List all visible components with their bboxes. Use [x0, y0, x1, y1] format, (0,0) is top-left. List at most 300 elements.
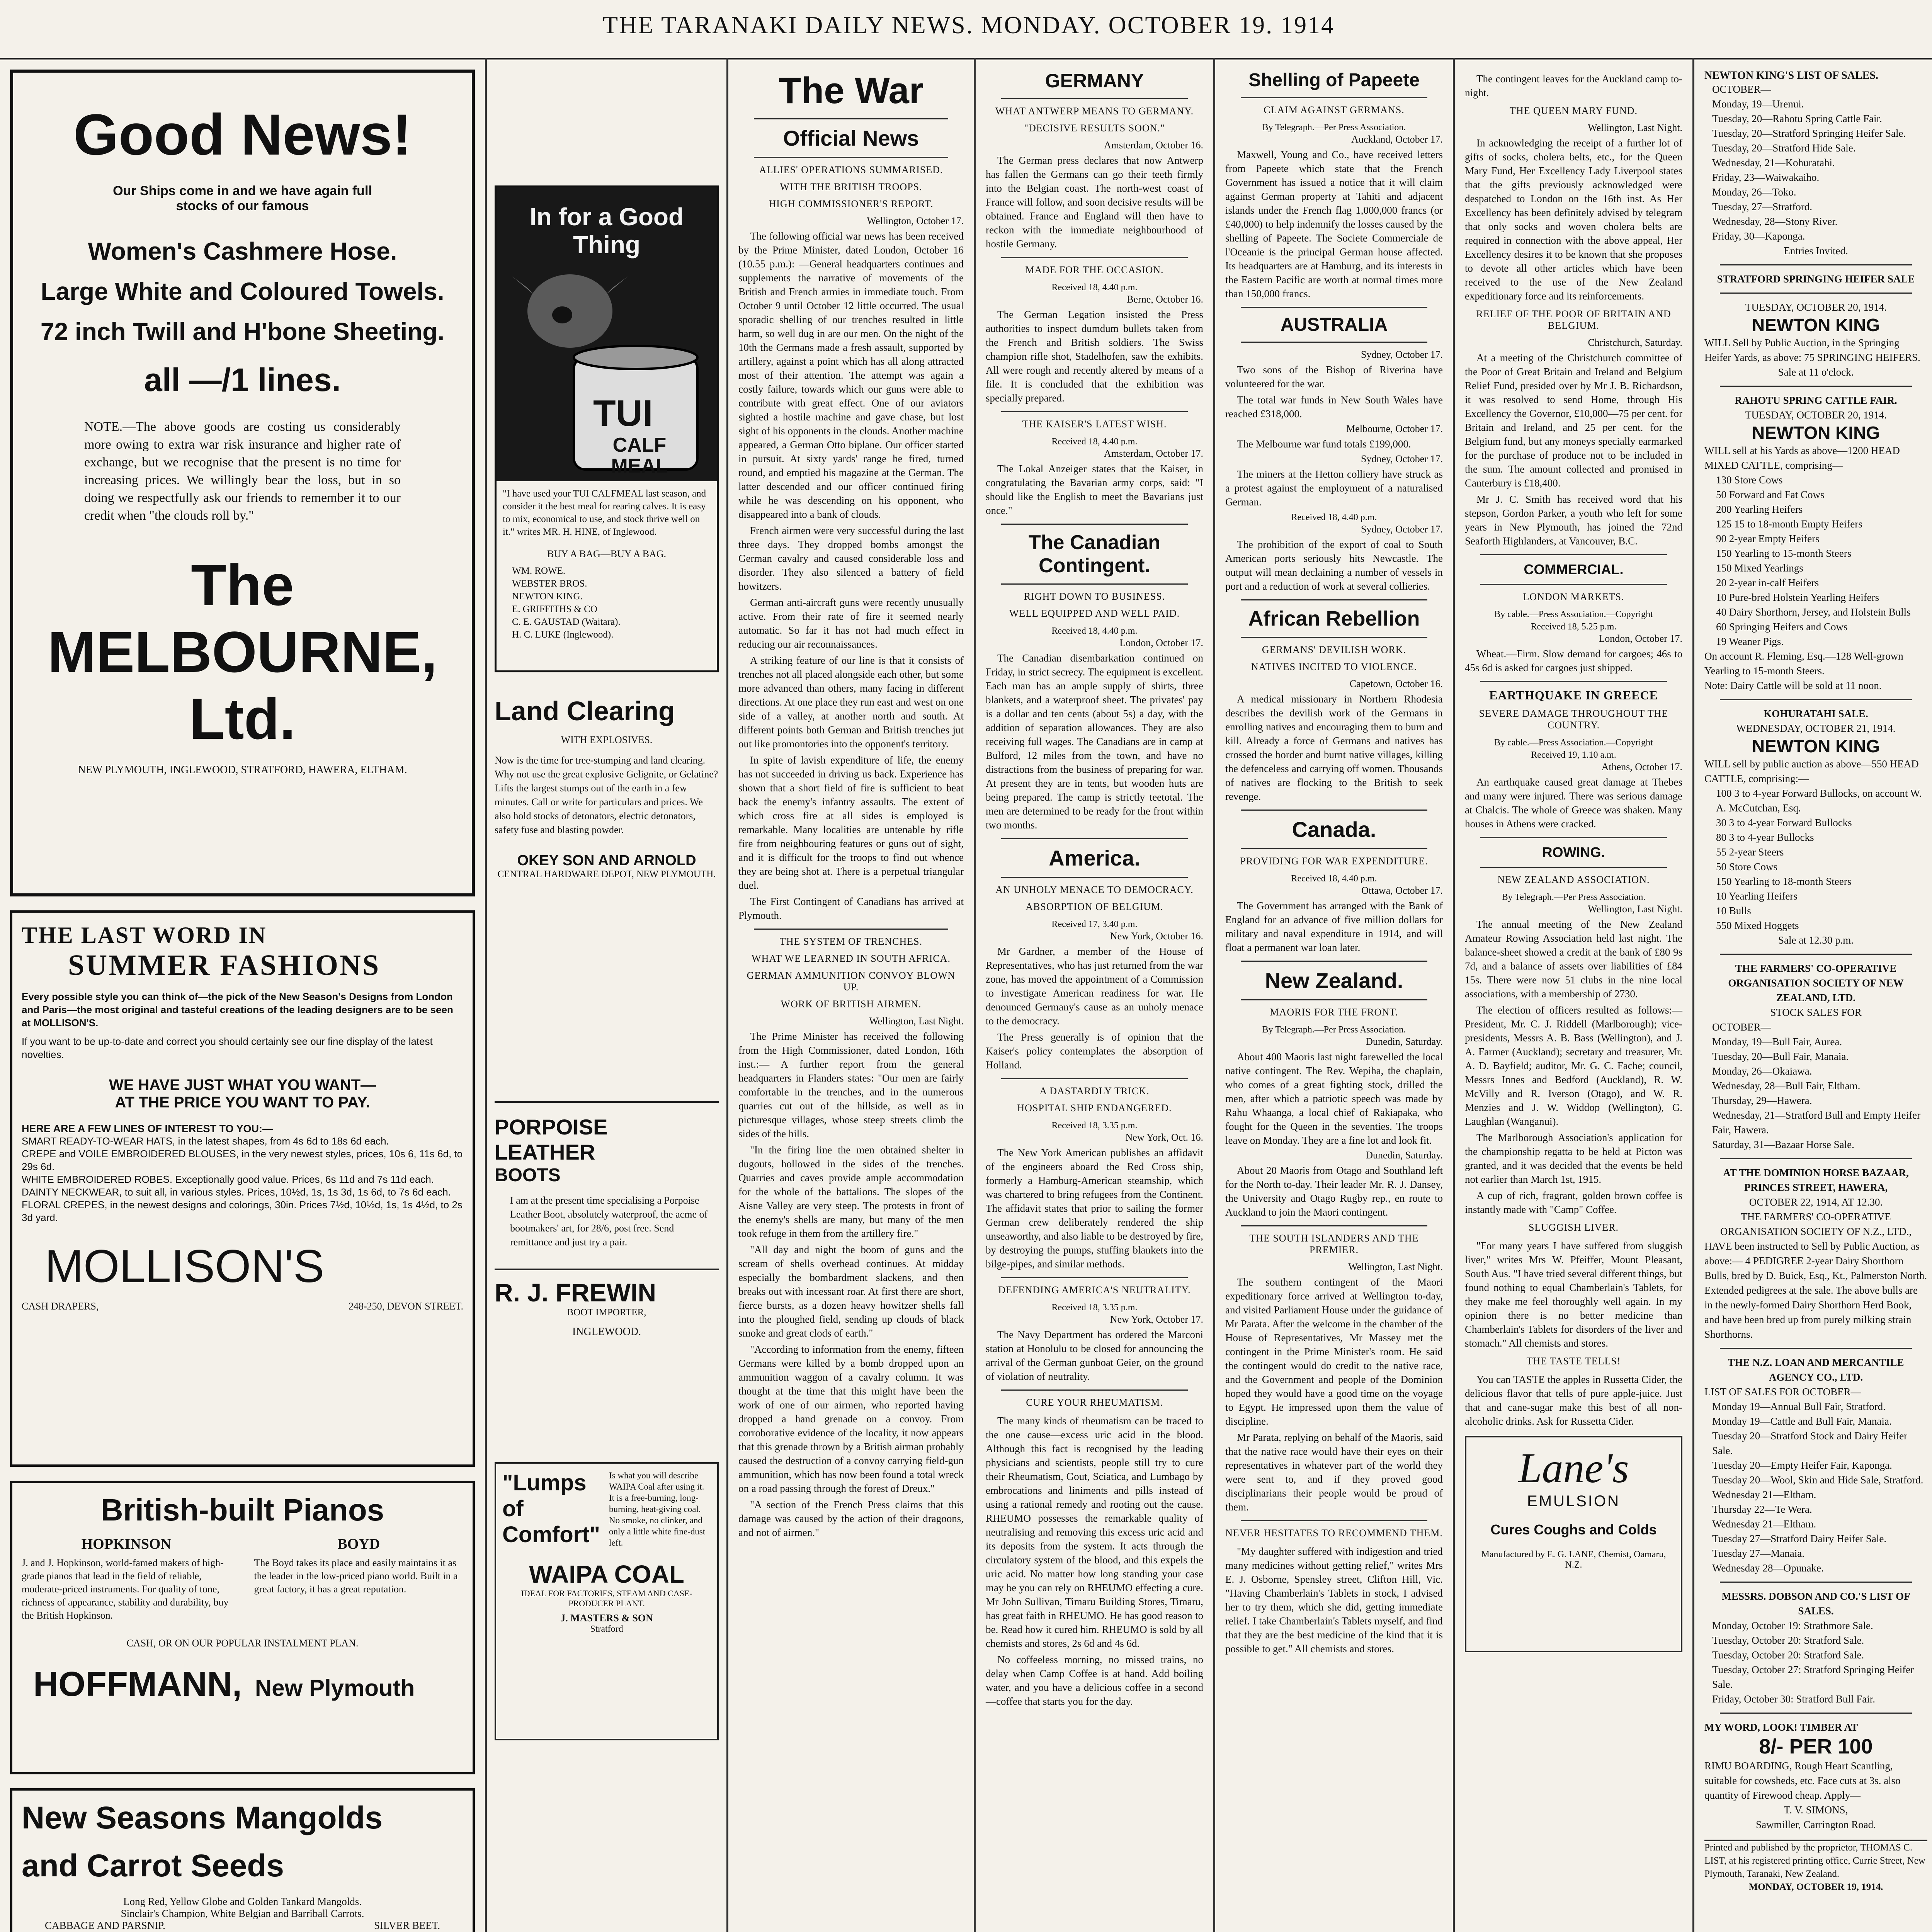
ad-heading: SUMMER FASHIONS	[68, 949, 381, 981]
frewin-ad	[495, 1101, 719, 1462]
headline: EARTHQUAKE IN GREECE	[1489, 688, 1658, 702]
ad-text: SILVER BEET.	[374, 1920, 440, 1931]
headline: THE N.Z. LOAN AND MERCANTILE AGENCY CO., LTD.	[1728, 1357, 1904, 1383]
ad-list-item: CREPE and VOILE EMBROIDERED BLOUSES, in the very newest styles, prices, 10s 6, 11s 6d, to 29s 6d.	[22, 1148, 463, 1172]
ad-heading: New Seasons Mangolds	[22, 1800, 383, 1835]
tui-brand-sub: CALF MEAL	[611, 434, 668, 477]
dateline: Wellington, October 17.	[867, 215, 964, 226]
list-item: Monday 19—Cattle and Bull Fair, Manaia.	[1712, 1415, 1892, 1427]
headline: NEWTON KING'S LIST OF SALES.	[1704, 70, 1878, 82]
ad-company: HOFFMANN,	[33, 1665, 242, 1704]
agent: C. E. GAUSTAD (Waitara).	[512, 617, 621, 627]
list-item: 80 3 to 4-year Bullocks	[1716, 832, 1814, 843]
headline: SEVERE DAMAGE THROUGHOUT THE COUNTRY.	[1479, 708, 1668, 731]
luke-ad	[10, 1788, 475, 1932]
list-item: Friday, 30—Kaponga.	[1712, 230, 1805, 242]
received: Received 18, 4.40 p.m.	[1051, 437, 1138, 447]
ad-heading: Good News!	[73, 102, 412, 167]
list-item: Wednesday, 21—Stratford Bull and Empty Heifer Fair, Hawera.	[1712, 1109, 1920, 1136]
ad-heading: British-built Pianos	[100, 1493, 384, 1527]
paragraph: "My daughter suffered with indigestion and tried many medicines without getting relief," writes Mrs E. J. Osborne, Spensley street, Clifton Hill, Vic. "Having Chamberlain's Tablets in stock, I advised her to try them, which she did, getting immediate relief. I take Chamberlain's Tablets myself, and find that they are the best medicine of the kind that it is possible to get." All chemists and stores.	[1225, 1546, 1443, 1655]
byline: By cable.—Press Association.—Copyright	[1494, 738, 1653, 748]
headline: A DASTARDLY TRICK.	[1039, 1085, 1150, 1097]
dateline: Sydney, October 17.	[1361, 453, 1443, 464]
agent: NEWTON KING.	[512, 591, 583, 602]
section-subtitle: Official News	[783, 126, 919, 150]
paragraph: You can TASTE the apples in Russetta Cider, the delicious flavor that tells of pure apple-juice. Just that and cane-sugar make this best of all non-alcoholic drinks. Ask for Russetta Cider.	[1465, 1374, 1682, 1427]
received: Received 18, 4.40 p.m.	[1051, 282, 1138, 293]
headline: WHAT ANTWERP MEANS TO GERMANY.	[995, 105, 1194, 117]
section-title: AUSTRALIA	[1280, 315, 1388, 335]
auctioneer: NEWTON KING	[1752, 315, 1880, 335]
ad-towns: NEW PLYMOUTH, INGLEWOOD, STRATFORD, HAWERA, ELTHAM.	[78, 764, 407, 776]
paragraph: The New York American publishes an affidavit of the engineers aboard the Red Cross ship, formerly a Hamburg-American steamship, which was chartered to bring refugees from the Continent. The affidavit states that prior to sailing the former German crew deliberately rendered the ship unseaworthy, and also liable to be destroyed by fire, by destroying the pumps, stuffing blankets into the bilge-pipes, and similar methods.	[986, 1147, 1203, 1270]
paragraph: A cup of rich, fragrant, golden brown coffee is instantly made with "Camp" Coffee.	[1465, 1190, 1682, 1215]
dateline: Auckland, October 17.	[1351, 134, 1443, 145]
section-title: COMMERCIAL.	[1524, 561, 1624, 577]
ad-list-item: WHITE EMBROIDERED ROBES. Exceptionally good value. Prices, 6s 11d and 7s 11d each.	[22, 1173, 434, 1185]
date: WEDNESDAY, OCTOBER 21, 1914.	[1736, 723, 1896, 734]
dateline: Berne, October 16.	[1127, 294, 1203, 305]
headline: NEW ZEALAND ASSOCIATION.	[1497, 874, 1650, 885]
headline: MY WORD, LOOK! TIMBER AT	[1704, 1721, 1858, 1733]
list-item: Tuesday, October 20: Stratford Sale.	[1712, 1634, 1864, 1646]
ad-text: I am at the present time specialising a Porpoise Leather Boot, absolutely waterproof, the acme of bootmakers' art, for 28/6, post free. Send remittance and just try a pair.	[510, 1195, 708, 1248]
text: Note: Dairy Cattle will be sold at 11 noon.	[1704, 680, 1882, 691]
ad-line: 72 inch Twill and H'bone Sheeting.	[40, 318, 445, 345]
section-title: African Rebellion	[1248, 607, 1420, 630]
ads-column	[0, 58, 726, 1932]
ad-list-item: DAINTY NECKWEAR, to suit all, in various styles. Prices, 10½d, 1s, 1s 3d, 1s 6d, to 7s 6d each.	[22, 1186, 451, 1198]
headline: THE SOUTH ISLANDERS AND THE PREMIER.	[1249, 1233, 1419, 1255]
ad-town: New Plymouth	[255, 1675, 415, 1701]
ad-text: If you want to be up-to-date and correct you should certainly see our fine display of the latest novelties.	[22, 1036, 433, 1060]
list-item: Friday, October 30: Stratford Bull Fair.	[1712, 1693, 1875, 1705]
dateline: Amsterdam, October 16.	[1104, 139, 1203, 151]
text: HAVE been instructed to Sell by Public Auction, as above:— 4 PEDIGREE 2-year Dairy Shorthorn Bulls, bred by D. Buick, Esq., Kt., Palmerston North. Extended pedigrees at the sale. The above bulls are in the newly-formed Dairy Shorthorn Herd Book, and have been bred up from purely milking strain Shorthorns.	[1704, 1240, 1927, 1340]
headline: ALLIES' OPERATIONS SUMMARISED.	[759, 164, 943, 175]
section-title: Shelling of Papeete	[1248, 70, 1420, 90]
ad-sub: IDEAL FOR FACTORIES, STEAM AND CASE-PRODUCER PLANT.	[521, 1588, 692, 1608]
melbourne-ad	[10, 70, 475, 896]
dateline: Amsterdam, October 17.	[1104, 448, 1203, 459]
ad-heading: and Carrot Seeds	[22, 1848, 284, 1883]
ad-subhead: WITH EXPLOSIVES.	[561, 734, 653, 745]
date: TUESDAY, OCTOBER 20, 1914.	[1745, 301, 1887, 313]
germany-column	[974, 58, 1213, 1932]
paragraph: The Government has arranged with the Bank of England for an advance of five million dollars for military and naval expenditure in 1914, and will float a permanent war loan later.	[1225, 900, 1443, 953]
headline: KOHURATAHI SALE.	[1764, 708, 1868, 719]
headline: WITH THE BRITISH TROOPS.	[780, 181, 922, 192]
paragraph: The many kinds of rheumatism can be traced to the one cause—excess uric acid in the blood. Although this fact is recognised by the leading physicians and scientists, people still try to cure their Rheumatism, Gout, Sciatica, and Lumbago by embrocations and liniments and pills instead of using a rational remedy and rooting out the cause. RHEUMO possesses the remarkable quality of neutralising and removing this excess uric acid and its deposits from the system. It acts through the circulatory system of the blood, and this expels the uric acid. No matter how long standing your case may be you can rely on RHEUMO effecting a cure. Mr John Sullivan, Timaru Building Stores, Timaru, has great faith in RHEUMO. He has good reason to be. Read how it cured him. RHEUMO is sold by all chemists and stores, 2s 6d and 4s 6d.	[986, 1415, 1203, 1649]
text: Entries Invited.	[1784, 245, 1848, 257]
paragraph: "In the firing line the men obtained shelter in dugouts, hollowed in the sides of the trenches. Quarries and caves provide ample accommodation for the whole of the battalions. The slopes of the Aisne Valley are very steep. The protests in front of the enemy's shells are many, but many of the men took refuge in them from the artillery fire."	[738, 1144, 964, 1239]
list-item: 30 3 to 4-year Forward Bullocks	[1716, 817, 1852, 828]
list-item: Wednesday 28—Opunake.	[1712, 1562, 1824, 1574]
list-item: OCTOBER—	[1712, 83, 1771, 95]
headline: HOSPITAL SHIP ENDANGERED.	[1017, 1102, 1172, 1114]
ads-right	[487, 58, 726, 1932]
paragraph: French airmen were very successful during the last three days. They dropped bombs amongst the German cavalry and caused considerable loss and disorder. They also silenced a battery of field howitzers.	[738, 525, 964, 592]
list-item: Wednesday 21—Eltham.	[1712, 1489, 1816, 1500]
list-item: Saturday, 31—Bazaar Horse Sale.	[1712, 1139, 1854, 1150]
list-item: 40 Dairy Shorthorn, Jersey, and Holstein Bulls	[1716, 606, 1911, 618]
ad-heading: In for a Good Thing	[529, 203, 684, 259]
ad-sub: BOOT IMPORTER,	[567, 1307, 646, 1318]
received: Received 18, 4.40 p.m.	[1051, 626, 1138, 636]
section-title: Canada.	[1292, 817, 1376, 842]
paragraph: "According to information from the enemy, fifteen Germans were killed by a bomb dropped upon an ammunition waggon of a cavalry column. It was thought at the time that this might have been the work of one of our airmen, who reported having dropped a hand grenade on a convoy. From corroborative evidence of the locality, it now appears that this grenade thrown by a British airman probably caused the destruction of a convoy carrying field-gun ammunition, which has now been found a total wreck on a road passing through the forest of Dreux."	[738, 1344, 964, 1494]
ad-text: CASH, OR ON OUR POPULAR INSTALMENT PLAN.	[126, 1638, 359, 1649]
headline: RAHOTU SPRING CATTLE FAIR.	[1735, 395, 1897, 406]
paragraph: The German Legation insisted the Press authorities to inspect dumdum bullets taken from the French and British soldiers. The Swiss champion rifle shot, Stadelhofen, saw the exhibits. All were rough and recently altered by means of a file. It is concluded that the exhibition was specially prepared.	[986, 309, 1203, 404]
paragraph: The German press declares that now Antwerp has fallen the Germans can go their teeth firmly into the Belgian coast. The north-west coast of France will follow, and soon decisive results will be obtained. France and England will then have to reckon with the immediate neighbourhood of hostile Germany.	[986, 155, 1203, 250]
paragraph: The miners at the Hetton colliery have struck as a protest against the employment of a naturalised German.	[1225, 468, 1443, 508]
list-item: Tuesday 20—Wool, Skin and Hide Sale, Stratford.	[1712, 1474, 1923, 1486]
byline: By Telegraph.—Per Press Association.	[1502, 892, 1646, 902]
list-item: Wednesday, 21—Kohuratahi.	[1712, 157, 1835, 168]
dateline: Melbourne, October 17.	[1346, 423, 1443, 434]
dateline: New York, October 17.	[1110, 1314, 1203, 1325]
tui-banner	[497, 187, 717, 481]
ad-list-head: HERE ARE A FEW LINES OF INTEREST TO YOU:—	[22, 1123, 273, 1134]
headline: WORK OF BRITISH AIRMEN.	[781, 998, 922, 1010]
ad-heading: Land Clearing	[495, 696, 675, 726]
paragraph: The Navy Department has ordered the Marconi station at Honolulu to be closed for announcing the arrival of the German gunboat Geier, on the ground of violation of neutrality.	[986, 1329, 1203, 1382]
received: Received 19, 1.10 a.m.	[1531, 750, 1616, 760]
ad-subhead: EMULSION	[1527, 1493, 1620, 1510]
headline: HIGH COMMISSIONER'S REPORT.	[769, 198, 934, 209]
paragraph: The annual meeting of the New Zealand Amateur Rowing Association held last night. The balance-sheet showed a credit at the bank of £80 9s 7d, and a balance of assets over liabilities of £84 15s. There were now 51 clubs in the nine local associations, with a membership of 2730.	[1465, 918, 1682, 1000]
list-item: 550 Mixed Hoggets	[1716, 920, 1799, 931]
headline: THE TASTE TELLS!	[1526, 1355, 1621, 1367]
land-ad	[495, 696, 719, 1101]
agent: WEBSTER BROS.	[512, 578, 587, 589]
headline: "DECISIVE RESULTS SOON."	[1024, 122, 1165, 134]
ad-footer-right: 248-250, DEVON STREET.	[348, 1301, 463, 1312]
paragraph: The total war funds in New South Wales have reached £318,000.	[1225, 394, 1443, 420]
dateline: Christchurch, Saturday.	[1588, 337, 1682, 348]
list-item: Thursday, 29—Hawera.	[1712, 1095, 1812, 1106]
received: Received 17, 3.40 p.m.	[1051, 919, 1138, 929]
ad-text: Sinclair's Champion, White Belgian and Barriball Carrots.	[121, 1908, 364, 1919]
ad-company: The MELBOURNE, Ltd.	[48, 553, 437, 751]
ad-company: MOLLISON'S	[45, 1240, 325, 1292]
list-item: Monday, 19—Urenui.	[1712, 98, 1804, 110]
list-item: 55 2-year Steers	[1716, 846, 1784, 858]
list-item: Tuesday, 27—Stratford.	[1712, 201, 1812, 213]
list-item: 125 15 to 18-month Empty Heifers	[1716, 518, 1862, 530]
list-item: Tuesday 27—Manaia.	[1712, 1548, 1804, 1559]
ad-quote: "I have used your TUI CALFMEAL last season, and consider it the best meal for rearing calves. It is easy to mix, economical to use, and stock thrive well on it." writes MR. H. HINE, of Inglewood.	[503, 488, 706, 537]
paragraph: About 400 Maoris last night farewelled the local native contingent. The Rev. Wepiha, the chaplain, who comes of a great fighting stock, drilled the men, after which a patriotic speech was made by Rahu Whaanga, a local chief of Rakiapaka, who fought for the Queen in the seventies. The troops leave on Monday. They are a fine lot and look fit.	[1225, 1051, 1443, 1146]
dateline: Wellington, Last Night.	[869, 1015, 964, 1027]
text: WILL sell by public auction as above—550 HEAD CATTLE, comprising:—	[1704, 758, 1919, 784]
ad-text: The Boyd takes its place and easily maintains it as the leader in the low-priced piano world. Built in a great factory, it has a great reputation.	[254, 1557, 458, 1595]
paragraph: Two sons of the Bishop of Riverina have volunteered for the war.	[1225, 364, 1443, 389]
dateline: Sydney, October 17.	[1361, 349, 1443, 360]
list-item: Tuesday, 20—Bull Fair, Manaia.	[1712, 1051, 1849, 1062]
list-item: Tuesday, October 20: Stratford Sale.	[1712, 1649, 1864, 1661]
list-item: 150 Yearling to 18-month Steers	[1716, 876, 1852, 887]
headline: NEVER HESITATES TO RECOMMEND THEM.	[1225, 1527, 1443, 1539]
paragraph: The prohibition of the export of coal to South American ports seriously hits Newcastle. The output will mean declaining a number of vessels in port and a reduction of work at several collieries.	[1225, 539, 1443, 592]
headline: GERMANS' DEVILISH WORK.	[1262, 644, 1406, 655]
received: Received 18, 4.40 p.m.	[1291, 874, 1377, 884]
ad-slogan: Cures Coughs and Colds	[1490, 1522, 1657, 1537]
list-item: Tuesday, 20—Rahotu Spring Cattle Fair.	[1712, 113, 1882, 124]
mollisons-ad	[10, 910, 475, 1467]
ad-subhead: BOYD	[337, 1536, 380, 1552]
tui-ad	[495, 185, 719, 672]
paragraph: A striking feature of our line is that it consists of trenches not all placed alongside each other, but some more advanced than others, many facing in different directions. At one place they run east and west on one side of a valley, at another north and south. At different points both German and British trenches jut out like promontories into the opponent's territory.	[738, 655, 964, 750]
list-item: Monday, 19—Bull Fair, Aurea.	[1712, 1036, 1842, 1048]
byline: By Telegraph.—Per Press Association.	[1262, 1025, 1406, 1035]
list-item: Wednesday, 28—Stony River.	[1712, 216, 1838, 227]
paragraph: The Melbourne war fund totals £199,000.	[1237, 438, 1411, 450]
sales-column	[1692, 58, 1932, 1932]
ad-company: R. J. FREWIN	[495, 1269, 719, 1307]
text: RIMU BOARDING, Rough Heart Scantling, suitable for cowsheds, etc. Face cuts at 3s. also quantity of Firewood cheap. Apply—	[1704, 1760, 1901, 1801]
agent: E. GRIFFITHS & CO	[512, 604, 597, 614]
ad-note: NOTE.—The above goods are costing us considerably more owing to extra war risk insurance and higher rate of exchange, but we recognise that the present is no time for increasing prices. We willingly bear the loss, but in so doing we respectfully ask our friends to remember it to our credit when "the clouds roll by."	[84, 420, 401, 523]
headline: AN UNHOLY MENACE TO DEMOCRACY.	[995, 884, 1194, 895]
lanes-ad	[1465, 1436, 1682, 1652]
list-item: Thursday 22—Te Wera.	[1712, 1503, 1812, 1515]
ad-company: OKEY SON AND ARNOLD	[517, 852, 696, 869]
headline: LONDON MARKETS.	[1523, 591, 1624, 602]
date: OCTOBER 22, 1914, AT 12.30.	[1749, 1196, 1883, 1208]
paragraph: The Press generally is of opinion that the Kaiser's policy contemplates the absorption of Holland.	[986, 1031, 1203, 1071]
ad-heading: "Lumps of	[502, 1470, 587, 1521]
paragraph: "All day and night the boom of guns and the scream of shells overhead continues. At midday especially the bombardment slackens, and then breaks out with incessant roar. At first there are short, fierce bursts, as a dozen heavy howitzer shells fall into the ploughed field, sending up clouds of black smoke and great clods of earth."	[738, 1244, 964, 1339]
section-title: The Canadian Contingent.	[1029, 531, 1160, 577]
text: T. V. SIMONS,	[1784, 1804, 1848, 1816]
list-item: Tuesday 27—Stratford Dairy Heifer Sale.	[1712, 1533, 1887, 1544]
auctioneer: NEWTON KING	[1752, 736, 1880, 756]
dateline: London, October 17.	[1599, 633, 1682, 644]
list-item: Monday, 26—Toko.	[1712, 186, 1796, 198]
paragraph: Mr Parata, replying on behalf of the Maoris, said that the native race would have their eyes on their representatives in whatever part of the world they were sent to, and if they proved good disciplinarians their people would be proud of them.	[1225, 1432, 1443, 1513]
headline: THE KAISER'S LATEST WISH.	[1022, 418, 1167, 430]
paragraph: A medical missionary in Northern Rhodesia describes the devilish work of the Germans in enrolling natives and encouraging them to burn and kill. Already a force of Germans and natives has crossed the border and burnt native villages, killing the defenceless and carrying off women. Thousands of natives are flocking to the British to seek revenge.	[1225, 693, 1443, 802]
ad-slogan: BUY A BAG—BUY A BAG.	[547, 548, 666, 560]
list-item: 19 Weaner Pigs.	[1716, 636, 1784, 647]
section-title: America.	[1049, 846, 1140, 870]
paragraph: Mr J. C. Smith has received word that his stepson, Gordon Parker, a youth who left for some years in New Plymouth, has joined the 72nd Seaforth Highlanders, at Vancouver, B.C.	[1465, 493, 1682, 547]
received: Received 18, 4.40 p.m.	[1291, 512, 1377, 522]
headline: SLUGGISH LIVER.	[1528, 1222, 1619, 1233]
list-item: 100 3 to 4-year Forward Bullocks, on account W. A. McCutchan, Esq.	[1716, 787, 1922, 814]
paragraph: The Marlborough Association's application for the championship regatta to be held at Picton was granted, and it was decided that the events be held not earlier than March 1st, 1915.	[1465, 1132, 1682, 1185]
ad-company: WAIPA COAL	[529, 1560, 684, 1588]
list-item: 90 2-year Empty Heifers	[1716, 533, 1820, 544]
paragraph: About 20 Maoris from Otago and Southland left for the North to-day. Their leader Mr. R. J. Dansey, the University and Otago Rugby rep., en route to Auckland to join the Maori contingent.	[1225, 1165, 1443, 1218]
list-item: OCTOBER—	[1712, 1021, 1771, 1033]
ad-town: Stratford	[590, 1624, 623, 1634]
paragraph: Wheat.—Firm. Slow demand for cargoes; 46s to 45s 6d is asked for cargoes just shipped.	[1465, 648, 1682, 673]
ad-text: Our Ships come in and we have again full stocks of our famous	[113, 184, 372, 213]
dateline: Dunedin, Saturday.	[1366, 1150, 1443, 1161]
hoffmann-ad	[10, 1481, 475, 1774]
list-item: Wednesday 21—Eltham.	[1712, 1518, 1816, 1530]
list-item: 50 Forward and Fat Cows	[1716, 489, 1825, 500]
section-title: GERMANY	[1045, 70, 1144, 92]
section-title: ROWING.	[1542, 844, 1605, 860]
ad-heading: BOOTS	[495, 1165, 561, 1185]
dateline: Wellington, Last Night.	[1348, 1261, 1443, 1272]
paragraph: Mr Gardner, a member of the House of Representatives, who has just returned from the war zone, has moved the appointment of a Commission to investigate American readiness for war. He denounced Germany's cause as an unholy menace to the democracy.	[986, 946, 1203, 1027]
ad-price: all —/1 lines.	[144, 362, 341, 398]
paragraph: The election of officers resulted as follows:—President, Mr. C. J. Riddell (Marlborough); vice-presidents, Messrs A. B. Bass (Wellington), and J. A. Farmer (Auckland); secretary and treasurer, Mr. A. D. Bayfield; auditor, Mr. G. C. Fache; council, Messrs Innes and Bedford (Auckland), R. W. McVilly and R. Iverson (Otago), and W. R. Menzies and J. W. Widdop (Wellington), G. Laughlan (Wanganui).	[1465, 1004, 1682, 1127]
ad-line: Large White and Coloured Towels.	[41, 277, 444, 305]
ad-text: Is what you will describe WAIPA Coal after using it. It is a free-burning, long-burning, heat-giving coal. No smoke, no clinker, and only a little white fine-dust left.	[609, 1471, 706, 1548]
colonial-column	[1213, 58, 1453, 1932]
received: Received 18, 5.25 p.m.	[1531, 622, 1617, 632]
section-title: New Zealand.	[1265, 968, 1403, 993]
list-item: Tuesday, October 27: Stratford Springing Heifer Sale.	[1712, 1664, 1914, 1690]
list-item: 150 Mixed Yearlings	[1716, 562, 1803, 574]
byline: By cable.—Press Association.—Copyright	[1494, 609, 1653, 619]
list-item: Monday, 26—Okaiawa.	[1712, 1065, 1812, 1077]
dateline: New York, Oct. 16.	[1125, 1132, 1203, 1143]
dateline: Ottawa, October 17.	[1361, 885, 1443, 896]
list-item: 10 Bulls	[1716, 905, 1751, 917]
paragraph: Maxwell, Young and Co., have received letters from Papeete which state that the French Government has issued a notice that it will claim against German property at Tahiti and adjacent islands under the French flag 1,000,000 francs (or £40,000) to help indemnify the losses caused by the shelling of Papeete. The Societe Commerciale de l'Oceanie is the principal German house affected. Its headquarters are at Hamburg, and its interests in the Eastern Pacific are worth at normal times more than 150,000 francs.	[1225, 149, 1443, 299]
received: Received 18, 3.35 p.m.	[1051, 1303, 1138, 1313]
imprint	[1704, 1840, 1927, 1894]
price: 8/- PER 100	[1759, 1735, 1873, 1758]
ad-heading: LEATHER	[495, 1140, 595, 1164]
dateline: Capetown, October 16.	[1349, 678, 1443, 689]
headline: THE FARMERS' CO-OPERATIVE ORGANISATION SOCIETY OF NEW ZEALAND, LTD.	[1728, 963, 1904, 1003]
paragraph: The contingent leaves for the Auckland camp to-night.	[1465, 73, 1682, 99]
dateline: Wellington, Last Night.	[1588, 903, 1682, 915]
ad-text: Long Red, Yellow Globe and Golden Tankard Mangolds.	[123, 1896, 362, 1907]
byline: By Telegraph.—Per Press Association.	[1262, 122, 1406, 133]
list-item: 10 Yearling Heifers	[1716, 890, 1798, 902]
paragraph: "A section of the French Press claims that this damage was caused by the action of their dragoons, and not of airmen."	[738, 1499, 964, 1538]
paragraph: In acknowledging the receipt of a further lot of gifts of socks, cholera belts, etc., for the Queen Mary Fund, Her Excellency Lady Liverpool states that the gifts previously acknowledged were despatched to London on the 16th inst. As Her Excellency has been definitely advised by telegram that only socks and woven cholera belts are required in connection with the above appeal, Her Excellency desires it to be known that she proposes to devote all other articles which have been received to the use of the New Zealand expeditionary force and its reinforcements.	[1465, 137, 1682, 302]
list-item: 20 2-year in-calf Heifers	[1716, 577, 1819, 588]
headline: STRATFORD SPRINGING HEIFER SALE	[1717, 273, 1915, 285]
ad-address: CENTRAL HARDWARE DEPOT, NEW PLYMOUTH.	[497, 869, 716, 879]
headline: THE FARMERS' CO-OPERATIVE ORGANISATION SOCIETY OF N.Z., LTD.,	[1720, 1211, 1912, 1237]
headline: THE QUEEN MARY FUND.	[1509, 105, 1638, 116]
list-item: Monday 19—Annual Bull Fair, Stratford.	[1712, 1401, 1886, 1412]
ad-heading: Comfort"	[502, 1522, 600, 1547]
ad-slogan: WE HAVE JUST WHAT YOU WANT—	[109, 1077, 376, 1094]
tui-brand: TUI	[593, 393, 653, 434]
headline: AT THE DOMINION HORSE BAZAAR, PRINCES STREET, HAWERA,	[1723, 1167, 1909, 1193]
dateline: Sydney, October 17.	[1361, 524, 1443, 535]
war-column	[726, 58, 974, 1932]
ad-subhead: HOPKINSON	[81, 1536, 171, 1552]
section-title: The War	[778, 70, 924, 111]
headline: CURE YOUR RHEUMATISM.	[1026, 1397, 1163, 1408]
text: On account R. Fleming, Esq.—128 Well-grown Yearling to 15-month Steers.	[1704, 650, 1903, 677]
paragraph: The southern contingent of the Maori expeditionary force arrived at Wellington to-day, and visited Parliament House under the guidance of Mr Parata. After the welcome in the chamber of the House of Representatives, Mr Massey met the contingent in the Prime Minister's room. He said the contingent would do credit to the native race, and the Government and people of the Dominion hoped they would have a good time on the voyage to Egypt. He impressed upon them the value of discipline.	[1225, 1276, 1443, 1427]
agent: WM. ROWE.	[512, 566, 566, 576]
masthead: THE TARANAKI DAILY NEWS. MONDAY. OCTOBER 19. 1914	[0, 0, 1932, 60]
list-item: 200 Yearling Heifers	[1716, 503, 1803, 515]
dateline: Athens, October 17.	[1601, 761, 1682, 772]
auctioneer: NEWTON KING	[1752, 423, 1880, 443]
commercial-column	[1453, 58, 1692, 1932]
received: Received 18, 3.35 p.m.	[1051, 1121, 1138, 1131]
ad-heading: THE LAST WORD IN	[22, 922, 267, 948]
headline: ABSORPTION OF BELGIUM.	[1026, 901, 1163, 912]
headline: MADE FOR THE OCCASION.	[1025, 264, 1164, 276]
headline: LIST OF SALES FOR OCTOBER—	[1704, 1386, 1861, 1398]
agent: H. C. LUKE (Inglewood).	[512, 629, 614, 640]
paragraph: No coffeeless morning, no missed trains, no delay when Camp Coffee is at hand. Add boiling water, and you have a delicious coffee in a second—coffee that starts you for the day.	[986, 1654, 1203, 1707]
paragraph: The following official war news has been received by the Prime Minister, dated London, October 16 (10.55 p.m.): —General headquarters continues and supplements the narrative of movements of the British and French armies in immediate touch. From October 9 until October 12 little occurred. The usual sporadic shelling of our trenches resulted in little harm, so well dug in are our men. On the night of the 10th the Germans made a fresh assault, supported by artillery, against a point which has all along attracted most of their attention. The attempt was again a costly failure, towards which our guns were able to contribute with great effect. One of our aviators sighted a hostile machine and gave chase, but lost sight of his opponents in the clouds. Another machine appeared, a German Otto biplane. Our officer started in pursuit. At sixty yards' range he fired, turned round, and emptied his magazine at the German. The latter descended and our officer continued firing while he was descending on his opponent, who disappeared into a bank of clouds.	[738, 230, 964, 520]
list-item: Tuesday 20—Stratford Stock and Dairy Heifer Sale.	[1712, 1430, 1908, 1456]
ad-list-item: FLORAL CREPES, in the newest designs and colorings, 30in. Prices 7½d, 10½d, 1s, 1s 4½d, to 2s 3d yard.	[22, 1199, 463, 1223]
headline: WHAT WE LEARNED IN SOUTH AFRICA.	[752, 953, 951, 964]
list-item: Tuesday, 20—Stratford Hide Sale.	[1712, 142, 1856, 154]
list-item: 130 Store Cows	[1716, 474, 1783, 486]
headline: RELIEF OF THE POOR OF BRITAIN AND BELGIUM.	[1476, 308, 1671, 331]
waipa-ad	[495, 1462, 719, 1740]
text: Sale at 12.30 p.m.	[1778, 934, 1854, 946]
ad-text: Manufactured by E. G. LANE, Chemist, Oamaru, N.Z.	[1481, 1549, 1666, 1570]
list-item: Friday, 23—Waiwakaiho.	[1712, 172, 1820, 183]
ad-text: Every possible style you can think of—the pick of the New Season's Designs from London and Paris—the most original and tasteful creations of the leading designers are to be seen at MOLLISON'S.	[22, 991, 453, 1029]
text: WILL sell at his Yards as above—1200 HEAD MIXED CATTLE, comprising—	[1704, 445, 1900, 471]
list-item: 150 Yearling to 15-month Steers	[1716, 548, 1852, 559]
ad-agents: J. MASTERS & SON	[560, 1612, 653, 1624]
paragraph: The Prime Minister has received the following from the High Commissioner, dated London, 16th inst.:— A further report from the general headquarters in Flanders states: "Our men are fairly comfortable in the trenches, and in the numerous quarries cut out of the hillside, as well as in picturesque villages, whose steep streets climb the sides of the hills.	[738, 1031, 964, 1139]
headline: WELL EQUIPPED AND WELL PAID.	[1009, 608, 1180, 619]
imprint-date: MONDAY, OCTOBER 19, 1914.	[1748, 1882, 1883, 1892]
paragraph: In spite of lavish expenditure of life, the enemy has not succeeded in driving us back. Experience has shown that a short field of fire is sufficient to beat back the enemy's infantry assaults. The extent of which cross fire at all sides is employed is remarkable. Many localities are untenable by rifle fire from neighbouring features or guns out of sight, and it is difficult for the troops to find out whence they are being shot at. There is a perpetual triangular duel.	[738, 754, 964, 891]
paragraph: The First Contingent of Canadians has arrived at Plymouth.	[738, 896, 964, 921]
list-item: 60 Springing Heifers and Cows	[1716, 621, 1848, 633]
list-item: Monday, October 19: Strathmore Sale.	[1712, 1620, 1873, 1631]
ad-line: Women's Cashmere Hose.	[88, 237, 397, 265]
ad-text: J. and J. Hopkinson, world-famed makers of high-grade pianos that lead in the field of reliable, moderate-priced instruments. For quality of tone, richness of appearance, stability and durability, buy the British Hopkinson.	[22, 1557, 229, 1621]
list-item: Tuesday, 20—Stratford Springing Heifer Sale.	[1712, 128, 1906, 139]
list-item: Tuesday 20—Empty Heifer Fair, Kaponga.	[1712, 1459, 1892, 1471]
dateline: Dunedin, Saturday.	[1366, 1036, 1443, 1047]
dateline: Wellington, Last Night.	[1588, 122, 1682, 133]
headline: THE SYSTEM OF TRENCHES.	[779, 936, 923, 947]
dateline: New York, October 16.	[1110, 930, 1203, 942]
list-item: Wednesday, 28—Bull Fair, Eltham.	[1712, 1080, 1861, 1092]
paragraph: The Canadian disembarkation continued on Friday, in strict secrecy. The equipment is excellent. Each man has an ample supply of shirts, three blankets, and a waterproof sheet. The privates' pay is a dollar and ten cents (about 5s) a day, with the addition of separation allowances. They are also receiving full wages. The Canadians are in camp at Bulford, 12 miles from the town, and have no distractions from the business of preparing for war. At present they are in tents, but wooden huts are being prepared. The camp is strictly teetotal. The men are determined to be ready for the front within two months.	[986, 652, 1203, 831]
paragraph: German anti-aircraft guns were recently unusually active. From their rate of fire it seemed nearly automatic. So far it has not had much effect in reducing our air reconnaissances.	[738, 597, 964, 650]
text: WILL Sell by Public Auction, in the Springing Heifer Yards, as above: 75 SPRINGING HEIFERS.	[1704, 337, 1920, 363]
ad-slogan: AT THE PRICE YOU WANT TO PAY.	[115, 1094, 370, 1111]
date: TUESDAY, OCTOBER 20, 1914.	[1745, 409, 1887, 421]
headline: DEFENDING AMERICA'S NEUTRALITY.	[998, 1284, 1191, 1296]
headline: PROVIDING FOR WAR EXPENDITURE.	[1240, 855, 1428, 867]
paragraph: The Lokal Anzeiger states that the Kaiser, in congratulating the Bavarian army corps, said: "I should like the English to meet the Bavarians just once."	[986, 463, 1203, 516]
text: Sale at 11 o'clock.	[1778, 366, 1854, 378]
paragraph: An earthquake caused great damage at Thebes and many were injured. There was serious damage at Chalcis. The whole of Greece was shaken. Many houses in Athens were cracked.	[1465, 776, 1682, 830]
headline: RIGHT DOWN TO BUSINESS.	[1024, 591, 1165, 602]
headline: MAORIS FOR THE FRONT.	[1270, 1007, 1398, 1018]
headline: GERMAN AMMUNITION CONVOY BLOWN UP.	[747, 970, 956, 993]
list-item: 10 Pure-bred Holstein Yearling Heifers	[1716, 592, 1879, 603]
headline: NATIVES INCITED TO VIOLENCE.	[1251, 661, 1417, 672]
ad-heading: PORPOISE	[495, 1115, 608, 1139]
headline: STOCK SALES FOR	[1770, 1007, 1862, 1018]
headline: CLAIM AGAINST GERMANS.	[1264, 104, 1405, 116]
ad-text: Now is the time for tree-stumping and land clearing. Why not use the great explosive Gelignite, or Gelatine? Lifts the largest stumps out of the earth in a few minutes. Call or write for particulars and prices. We also hold stocks of detonators, electric detonators, safety fuse and blasting powder.	[495, 755, 718, 835]
